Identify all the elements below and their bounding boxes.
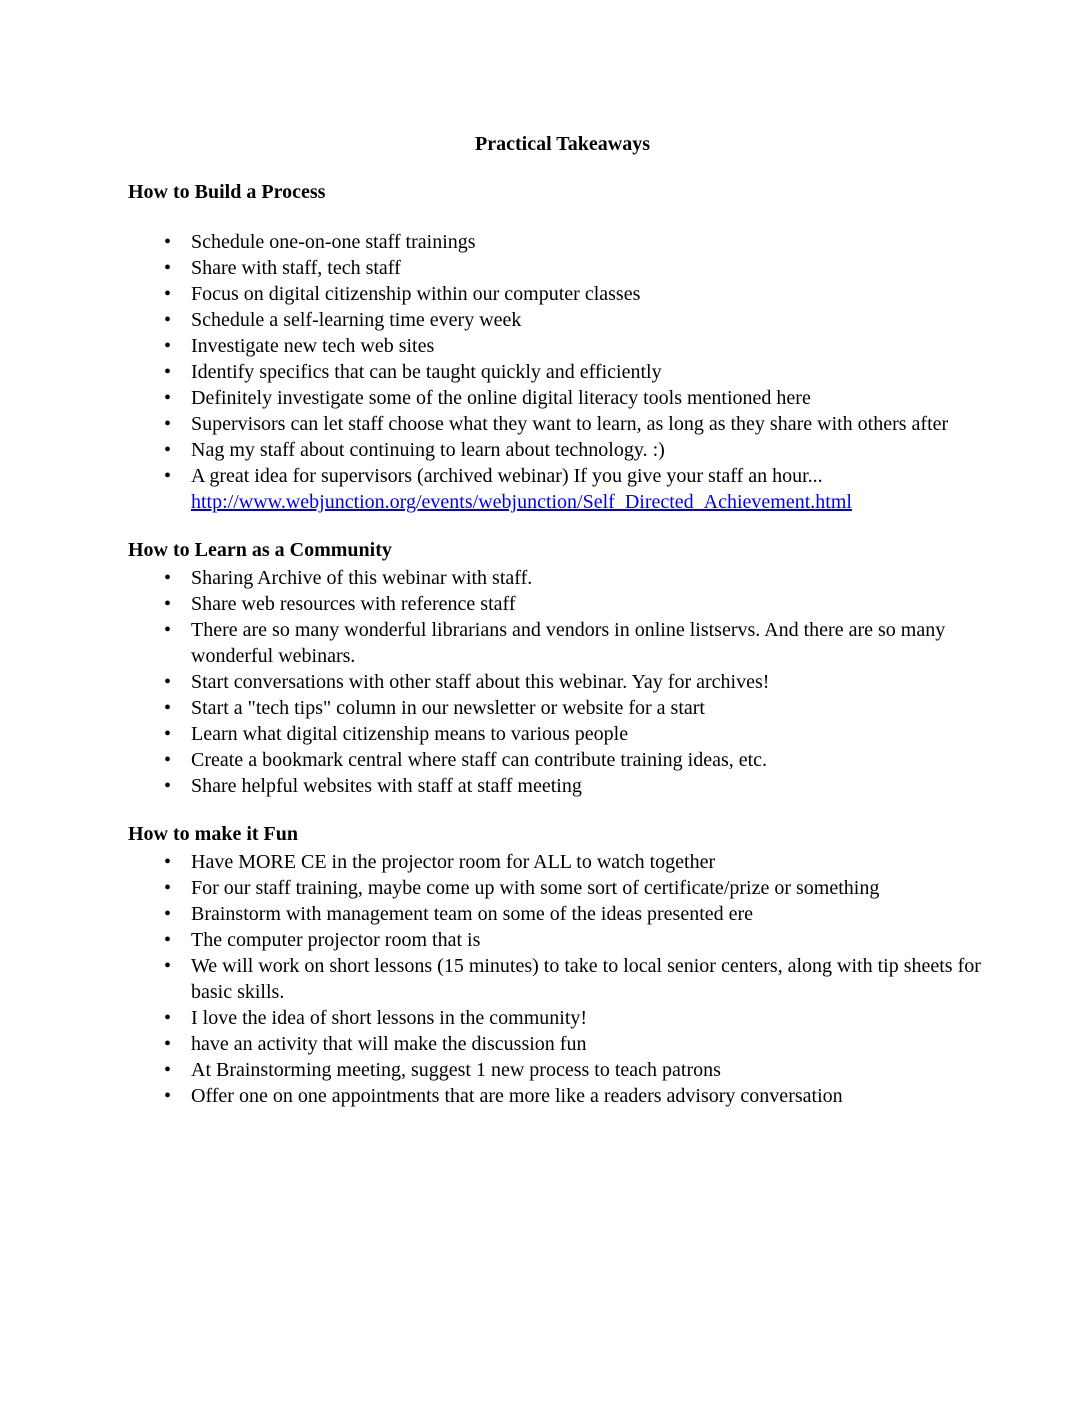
list-item-text: Share with staff, tech staff <box>191 257 401 279</box>
list-item-text: Have MORE CE in the projector room for ALL to watch together <box>191 851 716 873</box>
list-item-text: Learn what digital citizenship means to various people <box>191 723 629 745</box>
section-heading: How to make it Fun <box>128 823 298 845</box>
list-item <box>128 229 997 255</box>
list-item-text: have an activity that will make the discussion fun <box>191 1033 587 1055</box>
list-item <box>128 591 997 617</box>
list-item-text: Start a "tech tips" column in our newsletter or website for a start <box>191 697 705 719</box>
list-item <box>128 437 997 463</box>
section-heading: How to Learn as a Community <box>128 539 392 561</box>
section <box>128 179 997 515</box>
list-item <box>128 669 997 695</box>
list-item-text: Investigate new tech web sites <box>191 335 435 357</box>
list-item <box>128 359 997 385</box>
list-item-text: Brainstorm with management team on some of the ideas presented ere <box>191 903 754 925</box>
list-item <box>128 849 997 875</box>
list-item <box>128 1057 997 1083</box>
list-item <box>128 773 997 799</box>
list-item-text: The computer projector room that is <box>191 929 481 951</box>
sections-container <box>128 179 997 1109</box>
list-item <box>128 747 997 773</box>
list-item-text: Sharing Archive of this webinar with staff. <box>191 567 533 589</box>
list-item <box>128 565 997 591</box>
list-item-text: Share helpful websites with staff at staff meeting <box>191 775 582 797</box>
list-item <box>128 695 997 721</box>
section <box>128 821 997 1109</box>
section <box>128 537 997 799</box>
list-item <box>128 875 997 901</box>
list-item-text: There are so many wonderful librarians and vendors in online listservs. And there are so many wonderful webinars. <box>191 619 946 667</box>
list-item <box>128 1083 997 1109</box>
list-item <box>128 411 997 437</box>
list-item <box>128 333 997 359</box>
list-item-text: Definitely investigate some of the online digital literacy tools mentioned here <box>191 387 811 409</box>
list-item-text: Nag my staff about continuing to learn about technology. :) <box>191 439 665 461</box>
list-item <box>128 307 997 333</box>
list-item-text: Focus on digital citizenship within our computer classes <box>191 283 641 305</box>
list-item-text: For our staff training, maybe come up with some sort of certificate/prize or something <box>191 877 880 899</box>
list-item-text: Schedule a self-learning time every week <box>191 309 522 331</box>
list-item <box>128 255 997 281</box>
list-item <box>128 953 997 1005</box>
bullet-list <box>128 849 997 1109</box>
list-item-text: We will work on short lessons (15 minutes) to take to local senior centers, along with tip sheets for basic skills. <box>191 955 981 1003</box>
list-item <box>128 617 997 669</box>
list-item-text: A great idea for supervisors (archived webinar) If you give your staff an hour... <box>191 465 823 487</box>
list-item-text: Supervisors can let staff choose what they want to learn, as long as they share with others after <box>191 413 949 435</box>
list-item-text: Start conversations with other staff about this webinar. Yay for archives! <box>191 671 770 693</box>
bullet-list <box>128 229 997 515</box>
section-heading: How to Build a Process <box>128 181 326 203</box>
list-item <box>128 281 997 307</box>
list-item <box>128 927 997 953</box>
list-item-text: At Brainstorming meeting, suggest 1 new process to teach patrons <box>191 1059 721 1081</box>
list-item-text: Identify specifics that can be taught quickly and efficiently <box>191 361 662 383</box>
list-item <box>128 901 997 927</box>
list-item-text: I love the idea of short lessons in the community! <box>191 1007 588 1029</box>
list-item <box>128 721 997 747</box>
list-item-text: Schedule one-on-one staff trainings <box>191 231 476 253</box>
list-item <box>128 1031 997 1057</box>
page-title: Practical Takeaways <box>475 133 650 155</box>
list-item-text: Share web resources with reference staff <box>191 593 516 615</box>
list-item-text: Offer one on one appointments that are more like a readers advisory conversation <box>191 1085 843 1107</box>
list-item <box>128 1005 997 1031</box>
webjunction-link[interactable]: http://www.webjunction.org/events/webjunction/Self_Directed_Achievement.html <box>191 491 852 513</box>
bullet-list <box>128 565 997 799</box>
list-item <box>128 385 997 411</box>
list-item-text: Create a bookmark central where staff can contribute training ideas, etc. <box>191 749 768 771</box>
list-item <box>128 463 997 515</box>
